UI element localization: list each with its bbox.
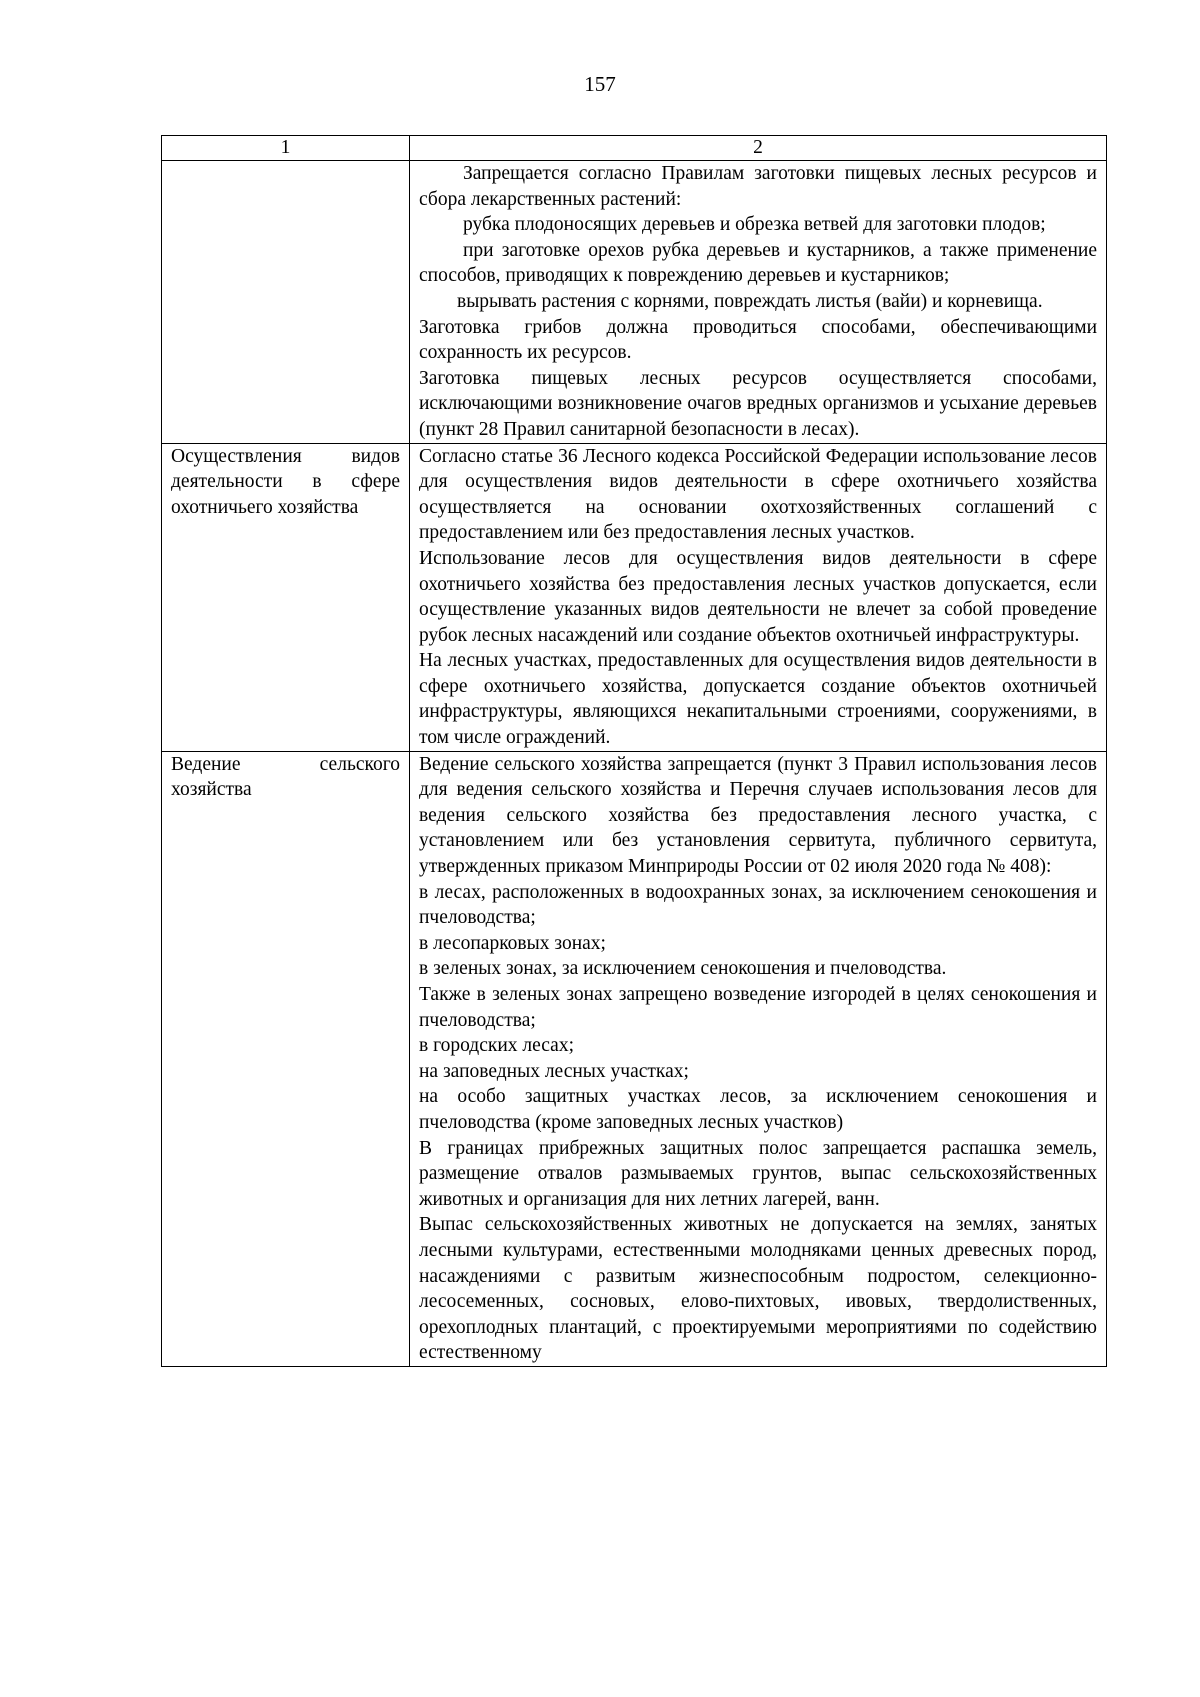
paragraph: при заготовке орехов рубка деревьев и кустарников, а также применение способов, приводящих к повреждению деревьев и кустарников; (419, 239, 1097, 287)
paragraph: в лесопарковых зонах; (419, 932, 606, 954)
paragraph: Выпас сельскохозяйственных животных не допускается на землях, занятых лесными культурами, естественными молодняками ценных древесных пород, насаждениями с развитым жизнеспособным подростом, селекционно-лесосеменных, сосновых, елово-пихтовых, ивовых, твердолиственных, орехоплодных плантаций, с проектируемыми мероприятиями по содействию естественному (419, 1214, 1097, 1364)
row-content-cell (410, 161, 1107, 444)
row-title-cell (162, 161, 410, 444)
paragraph: В границах прибрежных защитных полос запрещается распашка земель, размещение отвалов размываемых грунтов, выпас сельскохозяйственных животных и организация для них летних лагерей, ванн. (419, 1137, 1097, 1210)
row-content-cell (410, 443, 1107, 751)
paragraph: на заповедных лесных участках; (419, 1060, 689, 1082)
paragraph: Согласно статье 36 Лесного кодекса Российской Федерации использование лесов для осуществления видов деятельности в сфере охотничьего хозяйства осуществляется на основании охотхозяйственных соглашений с предоставлением или без предоставления лесных участков. (419, 445, 1097, 544)
column-header-2: 2 (410, 136, 1107, 161)
page-number: 157 (584, 72, 616, 96)
row-title: Осуществления видов деятельности в сфере охотничьего хозяйства (171, 445, 400, 518)
row-title: Ведение сельского хозяйства (171, 753, 400, 801)
table-header-row (162, 136, 1107, 161)
paragraph: Также в зеленых зонах запрещено возведение изгородей в целях сенокошения и пчеловодства; (419, 984, 1097, 1031)
table-row (162, 443, 1107, 751)
column-header-1: 1 (162, 136, 410, 161)
table-row (162, 751, 1107, 1366)
paragraph: Ведение сельского хозяйства запрещается (пункт 3 Правил использования лесов для ведения сельского хозяйства и Перечня случаев использования лесов для ведения сельского хозяйства без предоставления лесного участка, с установлением или без установления сервитута, публичного сервитута, утвержденных приказом Минприроды России от 02 июля 2020 года № 408): (419, 753, 1097, 878)
content-table (161, 135, 1107, 1367)
paragraph: Заготовка грибов должна проводиться способами, обеспечивающими сохранность их ресурсов. (419, 316, 1097, 364)
row-title-cell (162, 443, 410, 751)
paragraph: На лесных участках, предоставленных для осуществления видов деятельности в сфере охотничьего хозяйства, допускается создание объектов охотничьей инфраструктуры, являющихся некапитальными строениями, сооружениями, в том числе ограждений. (419, 650, 1097, 749)
row-content-cell (410, 751, 1107, 1366)
paragraph: Использование лесов для осуществления видов деятельности в сфере охотничьего хозяйства без предоставления лесных участков допускается, если осуществление указанных видов деятельности не влечет за собой проведение рубок лесных насаждений или создание объектов охотничьей инфраструктуры. (419, 547, 1097, 646)
paragraph: вырывать растения с корнями, повреждать листья (вайи) и корневища. (457, 290, 1043, 312)
table-row (162, 161, 1107, 444)
paragraph: в городских лесах; (419, 1035, 574, 1057)
paragraph: Заготовка пищевых лесных ресурсов осуществляется способами, исключающими возникновение очагов вредных организмов и усыхание деревьев (пункт 28 Правил санитарной безопасности в лесах). (419, 367, 1097, 440)
paragraph: на особо защитных участках лесов, за исключением сенокошения и пчеловодства (кроме заповедных лесных участков) (419, 1086, 1097, 1133)
row-title-cell (162, 751, 410, 1366)
paragraph: рубка плодоносящих деревьев и обрезка ветвей для заготовки плодов; (463, 214, 1046, 236)
paragraph: Запрещается согласно Правилам заготовки пищевых лесных ресурсов и сбора лекарственных растений: (419, 163, 1097, 210)
paragraph: в зеленых зонах, за исключением сенокошения и пчеловодства. (419, 958, 947, 980)
paragraph: в лесах, расположенных в водоохранных зонах, за исключением сенокошения и пчеловодства; (419, 881, 1097, 929)
